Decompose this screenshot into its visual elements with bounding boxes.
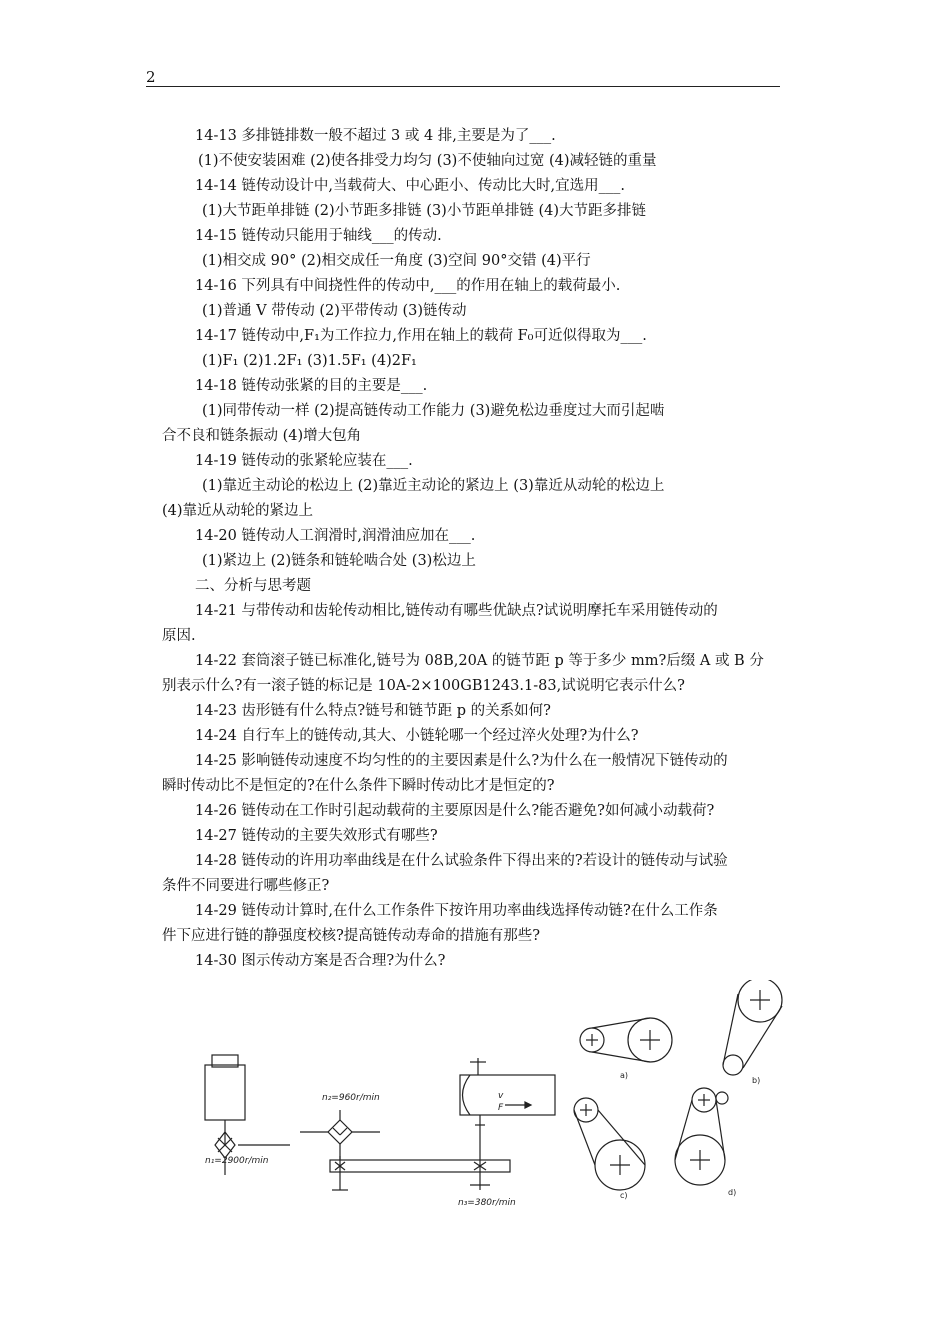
- text-line: 14-17 链传动中,F₁为工作拉力,作用在轴上的载荷 F₀可近似得取为___.: [195, 328, 647, 344]
- text-line: 14-14 链传动设计中,当载荷大、中心距小、传动比大时,宜选用___.: [195, 178, 625, 194]
- text-line: 14-23 齿形链有什么特点?链号和链节距 p 的关系如何?: [195, 703, 551, 719]
- conveyor-drum: [460, 1075, 555, 1115]
- label-n2: n₂=960r/min: [322, 1093, 380, 1103]
- text-line: (4)靠近从动轮的紧边上: [162, 503, 314, 519]
- text-line: (1)紧边上 (2)链条和链轮啮合处 (3)松边上: [202, 553, 476, 569]
- text-line: 14-15 链传动只能用于轴线___的传动.: [195, 228, 442, 244]
- text-line: 瞬时传动比不是恒定的?在什么条件下瞬时传动比才是恒定的?: [162, 778, 555, 794]
- text-line: 14-21 与带传动和齿轮传动相比,链传动有哪些优缺点?试说明摩托车采用链传动的: [195, 603, 718, 619]
- text-line: 14-26 链传动在工作时引起动载荷的主要原因是什么?能否避免?如何减小动载荷?: [195, 803, 715, 819]
- label-sub-a: a): [620, 1071, 629, 1080]
- label-sub-c: c): [620, 1191, 628, 1200]
- chain-belt: [330, 1160, 510, 1172]
- label-f: F: [498, 1103, 504, 1113]
- label-sub-b: b): [752, 1076, 761, 1085]
- text-line: 14-29 链传动计算时,在什么工作条件下按许用功率曲线选择传动链?在什么工作条: [195, 903, 718, 919]
- text-line: 合不良和链条振动 (4)增大包角: [162, 428, 362, 444]
- text-line: 14-30 图示传动方案是否合理?为什么?: [195, 953, 446, 969]
- text-line: 14-19 链传动的张紧轮应装在___.: [195, 453, 413, 469]
- text-line: 条件不同要进行哪些修正?: [162, 878, 330, 894]
- sprocket-b-small: [723, 1055, 743, 1075]
- text-line: 件下应进行链的静强度校核?提高链传动寿命的措施有那些?: [162, 928, 541, 944]
- text-line: (1)靠近主动论的松边上 (2)靠近主动论的紧边上 (3)靠近从动轮的松边上: [202, 478, 665, 494]
- text-line: 14-22 套筒滚子链已标准化,链号为 08B,20A 的链节距 p 等于多少 mm?后缀 A 或 B 分: [195, 653, 764, 669]
- header-rule: [146, 86, 780, 87]
- text-line: 14-24 自行车上的链传动,其大、小链轮哪一个经过淬火处理?为什么?: [195, 728, 639, 744]
- text-line: 14-28 链传动的许用功率曲线是在什么试验条件下得出来的?若设计的链传动与试验: [195, 853, 728, 869]
- text-line: 原因.: [162, 628, 196, 644]
- label-n3: n₃=380r/min: [458, 1198, 516, 1208]
- pulley-n2: [328, 1120, 352, 1144]
- text-line: (1)相交成 90° (2)相交成任一角度 (3)空间 90°交错 (4)平行: [202, 253, 591, 269]
- text-line: (1)大节距单排链 (2)小节距多排链 (3)小节距单排链 (4)大节距多排链: [202, 203, 646, 219]
- question-list: [162, 124, 812, 974]
- text-line: 别表示什么?有一滚子链的标记是 10A-2×100GB1243.1-83,试说明它表示什么?: [162, 678, 685, 694]
- text-line: 二、分析与思考题: [195, 578, 311, 594]
- tensioner-d: [716, 1092, 728, 1104]
- text-line: 14-27 链传动的主要失效形式有哪些?: [195, 828, 438, 844]
- label-v: v: [498, 1091, 504, 1101]
- text-line: 14-20 链传动人工润滑时,润滑油应加在___.: [195, 528, 476, 544]
- text-line: (1)同带传动一样 (2)提高链传动工作能力 (3)避免松边垂度过大而引起啮: [202, 403, 665, 419]
- text-line: (1)普通 V 带传动 (2)平带传动 (3)链传动: [202, 303, 467, 319]
- label-n1: n₁=2900r/min: [205, 1156, 269, 1166]
- text-line: (1)不使安装困难 (2)使各排受力均匀 (3)不使轴向过宽 (4)减轻链的重量: [198, 153, 657, 169]
- transmission-figure: [180, 980, 820, 1220]
- transmission-diagram: [180, 980, 820, 1220]
- page-number: 2: [146, 68, 156, 86]
- label-sub-d: d): [728, 1188, 737, 1197]
- text-line: (1)F₁ (2)1.2F₁ (3)1.5F₁ (4)2F₁: [202, 353, 417, 369]
- text-line: 14-18 链传动张紧的目的主要是___.: [195, 378, 428, 394]
- text-line: 14-13 多排链排数一般不超过 3 或 4 排,主要是为了___.: [195, 128, 556, 144]
- text-line: 14-25 影响链传动速度不均匀性的的主要因素是什么?为什么在一般情况下链传动的: [195, 753, 728, 769]
- motor-body: [205, 1065, 245, 1120]
- text-line: 14-16 下列具有中间挠性件的传动中,___的作用在轴上的载荷最小.: [195, 278, 621, 294]
